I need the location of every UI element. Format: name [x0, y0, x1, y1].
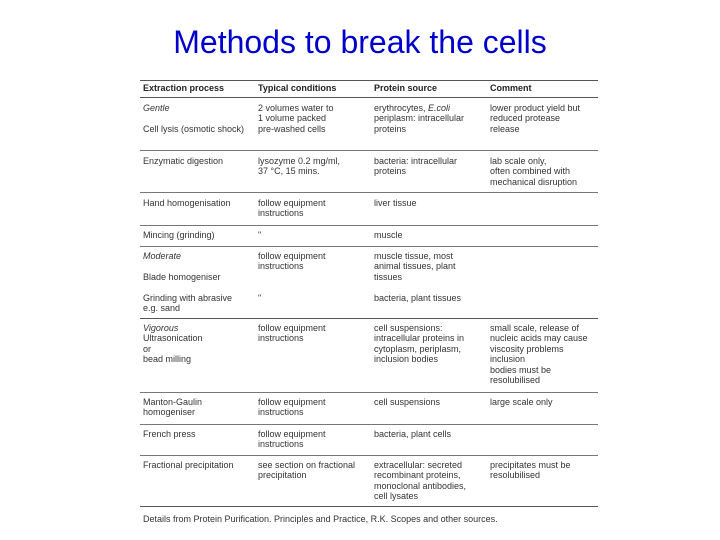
table-rule — [140, 455, 598, 456]
table-cell-protein-source — [374, 103, 464, 134]
cell-text: often combined with — [490, 166, 571, 177]
table-cell-typical-conditions — [258, 429, 326, 450]
cell-text: lysozyme 0.2 mg/ml, — [258, 156, 341, 166]
cell-text: viscosity problems — [490, 343, 564, 354]
cell-line — [143, 282, 232, 292]
cell-text: inclusion — [490, 354, 526, 365]
cell-line — [258, 103, 334, 113]
cell-line — [374, 282, 461, 292]
cell-line — [143, 460, 234, 470]
cell-text: nucleic acids may cause — [490, 333, 588, 344]
cell-line — [258, 460, 355, 470]
cell-line — [490, 397, 553, 407]
cell-line — [374, 429, 451, 439]
table-cell-comment — [490, 103, 580, 134]
cell-line — [143, 156, 223, 166]
cell-line — [258, 156, 340, 166]
cell-text: bodies must be — [490, 364, 552, 375]
cell-line — [374, 491, 466, 501]
cell-line — [258, 429, 326, 439]
cell-line — [258, 113, 334, 123]
cell-text: small scale, release of — [490, 323, 580, 333]
cell-line — [490, 166, 577, 176]
column-header-comment: Comment — [490, 83, 532, 93]
cell-text: recombinant proteins, — [374, 470, 461, 481]
cell-text: precipitation — [258, 470, 307, 481]
cell-text: 1 volume packed — [258, 113, 327, 124]
cell-line — [258, 251, 326, 261]
cell-text: reduced protease — [490, 113, 561, 124]
cell-line — [258, 230, 261, 240]
cell-text: inclusion bodies — [374, 354, 439, 365]
cell-line — [258, 439, 326, 449]
cell-line — [490, 103, 580, 113]
table-cell-protein-source — [374, 198, 417, 208]
cell-line — [143, 407, 202, 417]
table-cell-comment — [490, 156, 577, 187]
cell-line — [143, 323, 203, 333]
cell-line — [374, 124, 464, 134]
cell-text: erythrocytes, — [374, 103, 429, 113]
cell-text: bacteria, plant cells — [374, 429, 452, 439]
cell-text: Hand homogenisation — [143, 198, 231, 208]
table-cell-comment — [490, 323, 588, 385]
cell-line — [490, 375, 588, 385]
cell-text: " — [258, 230, 262, 240]
cell-text: Mincing (grinding) — [143, 230, 215, 240]
cell-line — [374, 156, 457, 166]
cell-text: mechanical disruption — [490, 176, 578, 187]
cell-text: Manton-Gaulin — [143, 397, 203, 407]
table-cell-extraction-process — [143, 230, 215, 240]
cell-text: cell suspensions: — [374, 323, 443, 333]
cell-text: muscle — [374, 230, 403, 240]
cell-line — [490, 323, 588, 333]
cell-text: instructions — [258, 261, 304, 272]
cell-line — [143, 113, 244, 123]
cell-line — [143, 261, 232, 271]
cell-text: intracellular proteins in — [374, 333, 465, 344]
cell-line — [374, 113, 464, 123]
cell-line — [258, 124, 334, 134]
cell-text: bead milling — [143, 354, 192, 365]
cell-line — [143, 333, 203, 343]
table-cell-protein-source — [374, 397, 440, 407]
table-cell-protein-source — [374, 230, 403, 240]
cell-line — [258, 208, 326, 218]
table-cell-comment — [490, 460, 571, 481]
table-cell-extraction-process — [143, 460, 234, 470]
cell-line — [143, 397, 202, 407]
cell-text: homogeniser — [143, 407, 196, 418]
table-cell-protein-source — [374, 460, 466, 502]
cell-text: E.coli — [428, 103, 451, 113]
cell-line — [490, 177, 577, 187]
cell-text: Gentle — [143, 103, 170, 113]
cell-line — [490, 113, 580, 123]
cell-text: cytoplasm, periplasm, — [374, 343, 462, 354]
cell-line — [374, 481, 466, 491]
cell-text: extracellular: secreted — [374, 460, 463, 470]
cell-line — [374, 460, 466, 470]
cell-line — [490, 344, 588, 354]
table-rule — [140, 80, 598, 81]
table-cell-typical-conditions — [258, 251, 326, 303]
cell-text: resolubilised — [490, 374, 541, 385]
cell-line — [374, 166, 457, 176]
table-rule — [140, 192, 598, 193]
cell-line — [258, 470, 355, 480]
table-rule — [140, 424, 598, 425]
cell-line — [374, 354, 464, 364]
cell-text: Ultrasonication — [143, 333, 203, 344]
cell-text: Vigorous — [143, 323, 179, 333]
column-header-extraction-process: Extraction process — [143, 83, 225, 93]
cell-line — [143, 251, 232, 261]
cell-line — [490, 460, 571, 470]
table-rule — [140, 318, 598, 319]
table-cell-protein-source — [374, 156, 457, 177]
cell-line — [374, 323, 464, 333]
table-cell-typical-conditions — [258, 460, 355, 481]
cell-line — [143, 230, 215, 240]
cell-line — [490, 156, 577, 166]
table-cell-extraction-process — [143, 103, 244, 134]
table-cell-typical-conditions — [258, 323, 326, 344]
cell-text: animal tissues, plant — [374, 261, 456, 272]
source-note: Details from Protein Purification. Principles and Practice, R.K. Scopes and other sources. — [143, 514, 498, 524]
table-cell-extraction-process — [143, 323, 203, 365]
cell-line — [143, 344, 203, 354]
cell-line — [258, 282, 326, 292]
table-cell-typical-conditions — [258, 103, 334, 134]
cell-text: proteins — [374, 166, 407, 177]
cell-text: follow equipment — [258, 323, 326, 333]
table-cell-protein-source — [374, 323, 464, 365]
cell-line — [374, 272, 461, 282]
table-cell-extraction-process — [143, 156, 223, 166]
cell-line — [374, 103, 464, 113]
cell-line — [258, 333, 326, 343]
cell-line — [143, 303, 232, 313]
cell-text: cell lysates — [374, 491, 419, 502]
cell-line — [490, 124, 580, 134]
cell-line — [374, 261, 461, 271]
table-cell-typical-conditions — [258, 198, 326, 219]
cell-line — [143, 272, 232, 282]
cell-line — [374, 344, 464, 354]
cell-text: follow equipment — [258, 429, 326, 439]
cell-text: Fractional precipitation — [143, 460, 234, 470]
cell-line — [258, 261, 326, 271]
table-cell-typical-conditions — [258, 397, 326, 418]
cell-line — [258, 198, 326, 208]
table-cell-protein-source — [374, 251, 461, 303]
table-cell-protein-source — [374, 429, 451, 439]
table-cell-typical-conditions — [258, 230, 261, 240]
cell-line — [490, 354, 588, 364]
table-rule — [140, 506, 598, 507]
cell-line — [143, 103, 244, 113]
cell-line — [490, 365, 588, 375]
cell-text: Moderate — [143, 251, 182, 261]
cell-line — [258, 166, 340, 176]
cell-text: Cell lysis (osmotic shock) — [143, 123, 245, 134]
cell-text: Enzymatic digestion — [143, 156, 224, 166]
cell-line — [374, 397, 440, 407]
table-cell-extraction-process — [143, 198, 231, 208]
cell-text: e.g. sand — [143, 302, 181, 313]
cell-line — [258, 293, 326, 303]
cell-text: liver tissue — [374, 198, 417, 208]
table-rule — [140, 246, 598, 247]
cell-text: cell suspensions — [374, 397, 441, 407]
cell-text: follow equipment — [258, 251, 326, 261]
table-cell-extraction-process — [143, 251, 232, 313]
cell-text: lower product yield but — [490, 103, 581, 113]
cell-text: see section on fractional — [258, 460, 356, 470]
cell-text: 37 °C, 15 mins. — [258, 166, 320, 177]
cell-line — [374, 251, 461, 261]
cell-text: French press — [143, 429, 196, 439]
cell-line — [258, 272, 326, 282]
cell-text: or — [143, 343, 152, 354]
column-header-typical-conditions: Typical conditions — [258, 83, 337, 93]
table-cell-typical-conditions — [258, 156, 340, 177]
table-rule — [140, 392, 598, 393]
cell-text: bacteria: intracellular — [374, 156, 458, 166]
cell-text: follow equipment — [258, 397, 326, 407]
cell-text: " — [258, 292, 262, 303]
cell-text: instructions — [258, 333, 304, 344]
slide-title: Methods to break the cells — [173, 24, 547, 60]
cell-line — [374, 293, 461, 303]
column-header-protein-source: Protein source — [374, 83, 438, 93]
cell-line — [143, 198, 231, 208]
cell-text: muscle tissue, most — [374, 251, 454, 261]
cell-line — [374, 230, 403, 240]
cell-text: lab scale only, — [490, 156, 547, 166]
table-rule — [140, 225, 598, 226]
cell-line — [490, 470, 571, 480]
cell-text: Grinding with abrasive — [143, 292, 233, 303]
cell-line — [374, 470, 466, 480]
cell-text: follow equipment — [258, 198, 326, 208]
cell-text: instructions — [258, 439, 304, 450]
table-rule — [140, 150, 598, 151]
cell-text: instructions — [258, 208, 304, 219]
cell-line — [143, 293, 232, 303]
cell-text: large scale only — [490, 397, 553, 407]
table-rule — [140, 97, 598, 98]
cell-line — [143, 124, 244, 134]
table-cell-comment — [490, 397, 553, 407]
table-cell-extraction-process — [143, 397, 202, 418]
cell-line — [374, 333, 464, 343]
cell-text: release — [490, 123, 520, 134]
table-cell-extraction-process — [143, 429, 196, 439]
cell-text: proteins — [374, 123, 407, 134]
cell-text: resolubilised — [490, 470, 541, 481]
cell-line — [258, 323, 326, 333]
cell-text: tissues — [374, 271, 403, 282]
cell-text: 2 volumes water to — [258, 103, 334, 113]
cell-text: monoclonal antibodies, — [374, 480, 467, 491]
cell-text: periplasm: intracellular — [374, 113, 465, 124]
cell-line — [258, 397, 326, 407]
cell-line — [374, 198, 417, 208]
cell-line — [258, 407, 326, 417]
cell-text: bacteria, plant tissues — [374, 292, 462, 303]
cell-line — [143, 429, 196, 439]
cell-text: pre-washed cells — [258, 123, 326, 134]
cell-text: precipitates must be — [490, 460, 571, 470]
cell-line — [143, 354, 203, 364]
cell-text: instructions — [258, 407, 304, 418]
cell-text: Blade homogeniser — [143, 271, 221, 282]
cell-line — [490, 333, 588, 343]
